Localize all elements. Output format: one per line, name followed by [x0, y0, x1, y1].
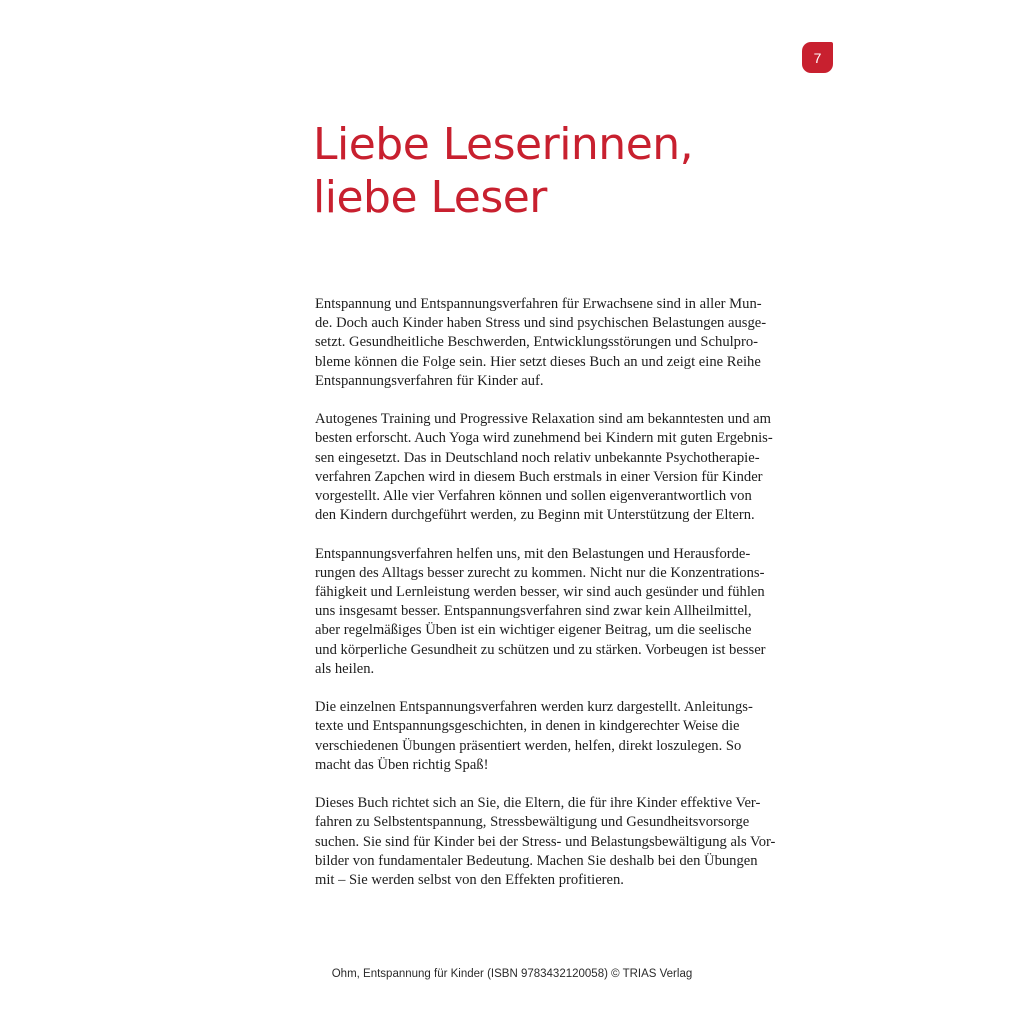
text-line: de. Doch auch Kinder haben Stress und sind psychischen Belastungen ausge- [315, 315, 767, 332]
text-line: fähigkeit und Lernleistung werden besser, wir sind auch gesünder und fühlen [315, 584, 765, 601]
title-line: liebe Leser [313, 172, 547, 223]
title-line: Liebe Leserinnen, [313, 119, 694, 170]
paragraph [315, 794, 795, 890]
text-line: als heilen. [315, 660, 375, 677]
text-line: uns insgesamt besser. Entspannungsverfahren sind zwar kein Allheilmittel, [315, 603, 752, 620]
text-line: texte und Entspannungsgeschichten, in denen in kindgerechter Weise die [315, 718, 740, 735]
text-line: Dieses Buch richtet sich an Sie, die Eltern, die für ihre Kinder effektive Ver- [315, 795, 761, 812]
text-line: Entspannungsverfahren für Kinder auf. [315, 372, 544, 389]
text-line: rungen des Alltags besser zurecht zu kommen. Nicht nur die Konzentrations- [315, 564, 765, 581]
text-line: den Kindern durchgeführt werden, zu Beginn mit Unterstützung der Eltern. [315, 507, 755, 524]
text-line: aber regelmäßiges Üben ist ein wichtiger eigener Beitrag, um die seelische [315, 622, 752, 639]
text-line: setzt. Gesundheitliche Beschwerden, Entwicklungsstörungen und Schulpro- [315, 334, 758, 351]
copyright-footer: Ohm, Entspannung für Kinder (ISBN 9783432120058) © TRIAS Verlag [331, 968, 693, 980]
text-line: Entspannungsverfahren helfen uns, mit den Belastungen und Herausforde- [315, 545, 751, 562]
text-line: verschiedenen Übungen präsentiert werden, helfen, direkt loszulegen. So [315, 737, 742, 754]
paragraph [315, 698, 795, 775]
paragraph [315, 410, 795, 525]
text-line: und körperliche Gesundheit zu schützen und zu stärken. Vorbeugen ist besser [315, 641, 766, 658]
text-line: suchen. Sie sind für Kinder bei der Stress- und Belastungsbewältigung als Vor- [315, 833, 776, 850]
text-line: mit – Sie werden selbst von den Effekten profitieren. [315, 872, 624, 889]
text-line: besten erforscht. Auch Yoga wird zunehmend bei Kindern mit guten Ergebnis- [315, 430, 773, 447]
paragraph [315, 295, 795, 391]
text-line: macht das Üben richtig Spaß! [315, 756, 489, 773]
page-title [313, 118, 873, 224]
text-line: verfahren Zapchen wird in diesem Buch erstmals in einer Version für Kinder [315, 468, 763, 485]
text-line: Die einzelnen Entspannungsverfahren werden kurz dargestellt. Anleitungs- [315, 699, 753, 716]
body-text [315, 295, 795, 909]
paragraph [315, 545, 795, 679]
text-line: Autogenes Training und Progressive Relaxation sind am bekanntesten und am [315, 411, 771, 428]
text-line: fahren zu Selbstentspannung, Stressbewältigung und Gesundheitsvorsorge [315, 814, 750, 831]
text-line: sen eingesetzt. Das in Deutschland noch relativ unbekannte Psychotherapie- [315, 449, 760, 466]
text-line: bleme können die Folge sein. Hier setzt dieses Buch an und zeigt eine Reihe [315, 353, 761, 370]
text-line: Entspannung und Entspannungsverfahren für Erwachsene sind in aller Mun- [315, 296, 762, 312]
text-line: bilder von fundamentaler Bedeutung. Machen Sie deshalb bei den Übungen [315, 852, 758, 869]
page-number-badge: 7 [802, 42, 833, 73]
text-line: vorgestellt. Alle vier Verfahren können und sollen eigenverantwortlich von [315, 488, 752, 505]
